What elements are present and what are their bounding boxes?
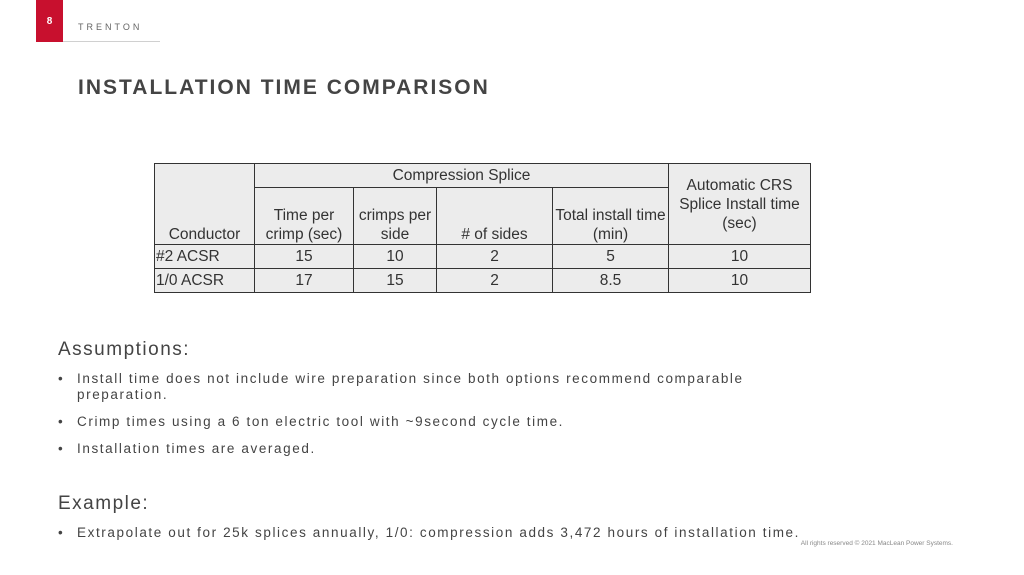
assumptions-list: [58, 371, 818, 468]
copyright-footer: All rights reserved © 2021 MacLean Power Systems.: [800, 540, 953, 547]
crimps-per-side-cell: 15: [354, 269, 437, 293]
bullet-icon: •: [58, 525, 65, 540]
list-item: [58, 414, 818, 430]
crimps-per-side-cell: 10: [354, 245, 437, 269]
list-item-text: Extrapolate out for 25k splices annually, 1/0: compression adds 3,472 hours of installation time.: [77, 525, 801, 540]
page-number: 8: [46, 15, 53, 27]
time-per-crimp-cell: 17: [255, 269, 354, 293]
brand-name: TRENTON: [78, 22, 143, 32]
list-item: [58, 371, 818, 403]
crs-time-cell: 10: [669, 245, 811, 269]
bullet-icon: •: [58, 441, 65, 456]
conductor-cell: 1/0 ACSR: [155, 269, 255, 293]
total-install-header: Total install time (min): [553, 188, 669, 245]
compression-splice-header: Compression Splice: [255, 164, 669, 188]
crimps-per-side-header: crimps per side: [354, 188, 437, 245]
sides-cell: 2: [437, 245, 553, 269]
conductor-header: Conductor: [155, 164, 255, 245]
comparison-table: [154, 163, 811, 293]
table-row: [155, 269, 811, 293]
assumptions-heading: Assumptions:: [58, 339, 191, 360]
page-number-badge: [36, 0, 63, 42]
slide-title: INSTALLATION TIME COMPARISON: [78, 76, 490, 99]
list-item: [58, 441, 818, 457]
list-item-text: Installation times are averaged.: [77, 441, 316, 456]
bullet-icon: •: [58, 371, 65, 386]
crs-time-cell: 10: [669, 269, 811, 293]
list-item: [58, 525, 878, 541]
conductor-cell: #2 ACSR: [155, 245, 255, 269]
time-per-crimp-header: Time per crimp (sec): [255, 188, 354, 245]
header-divider: [63, 41, 160, 42]
list-item-text: Install time does not include wire preparation since both options recommend comparable preparation.: [77, 371, 744, 402]
table-row: [155, 245, 811, 269]
total-install-cell: 5: [553, 245, 669, 269]
table-header-row: [155, 164, 811, 188]
sides-cell: 2: [437, 269, 553, 293]
crs-header: Automatic CRS Splice Install time (sec): [669, 164, 811, 245]
sides-header: # of sides: [437, 188, 553, 245]
example-list: [58, 525, 878, 552]
bullet-icon: •: [58, 414, 65, 429]
list-item-text: Crimp times using a 6 ton electric tool with ~9second cycle time.: [77, 414, 565, 429]
time-per-crimp-cell: 15: [255, 245, 354, 269]
total-install-cell: 8.5: [553, 269, 669, 293]
example-heading: Example:: [58, 493, 150, 514]
